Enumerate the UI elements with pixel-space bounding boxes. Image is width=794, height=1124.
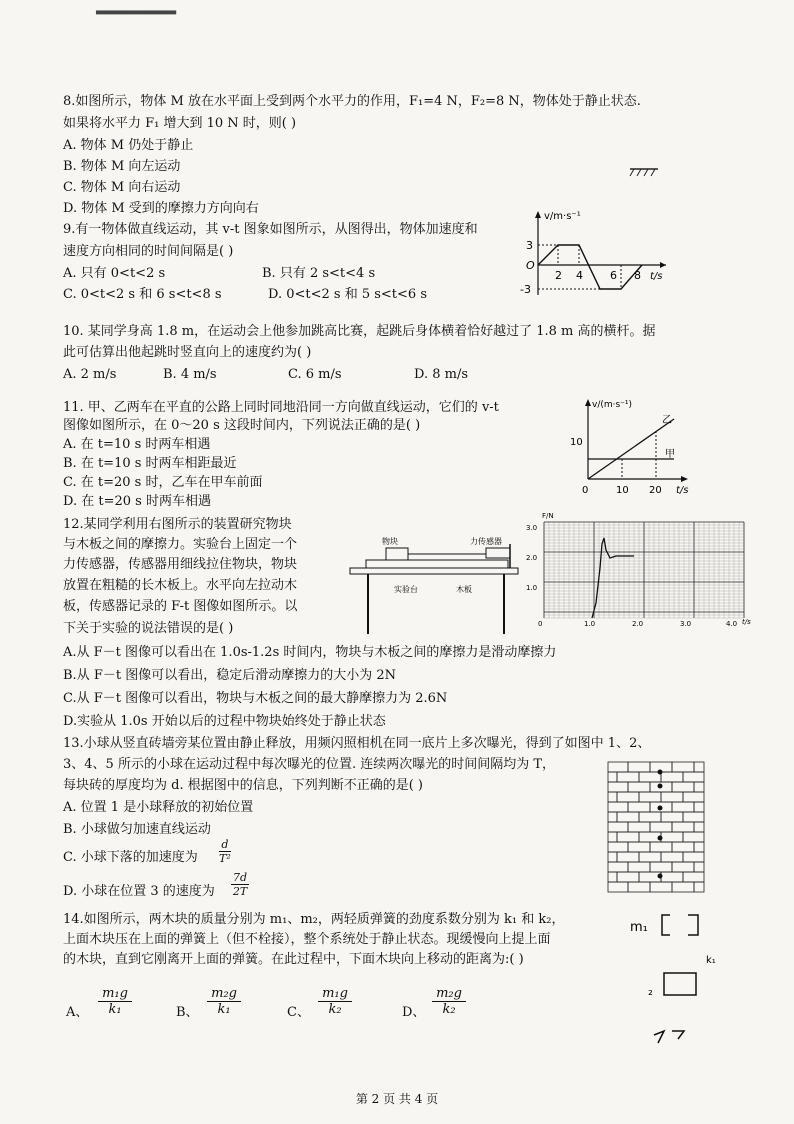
q13-ball-1	[658, 770, 663, 775]
q13-frac-d	[231, 871, 249, 898]
q13-stem-1: 13.小球从竖直砖墙旁某位置由静止释放，用频闪照相机在同一底片上多次曝光，得到了如图中 1、2、	[63, 736, 651, 751]
q14-option-c-frac	[318, 986, 352, 1017]
q10-option-b: B. 4 m/s	[163, 367, 217, 382]
q11-option-d: D. 在 t=20 s 时两车相遇	[63, 494, 211, 509]
q9-vt-line	[538, 245, 642, 289]
q12-label-sensor: 力传感器	[470, 537, 502, 546]
q10-option-a: A. 2 m/s	[63, 367, 117, 382]
q11-stem-1: 11. 甲、乙两车在平直的公路上同时同地沿同一方向做直线运动，它们的 v-t	[63, 400, 499, 415]
q11-x-tick-20: 20	[649, 485, 662, 496]
q13-ball-3	[658, 806, 663, 811]
q9-tick-8: 8	[634, 269, 641, 282]
q11-origin: 0	[582, 485, 589, 496]
q9-stem-2: 速度方向相同的时间间隔是( )	[63, 244, 234, 259]
q12-y-tick-3: 3.0	[526, 524, 538, 532]
q12-x-tick-3: 3.0	[680, 620, 692, 628]
q9-y-pos: 3	[526, 239, 533, 252]
q9-tick-6: 6	[610, 269, 617, 282]
q12-ft-graph	[524, 508, 756, 632]
q14-option-a-frac	[98, 986, 132, 1017]
q12-x-tick-1: 1.0	[584, 620, 596, 628]
q14-k1-label: k₁	[706, 955, 716, 966]
q11-option-c: C. 在 t=20 s 时，乙车在甲车前面	[63, 475, 263, 490]
q13-ball-5	[658, 874, 663, 879]
q14-option-b-den: k₁	[217, 1002, 231, 1017]
q14-option-b-num: m₂g	[207, 986, 241, 1002]
q13-stem-3: 每块砖的厚度均为 d. 根据图中的信息，下列判断不正确的是( )	[63, 778, 423, 793]
q12-option-d: D.实验从 1.0s 开始以后的过程中物块始终处于静止状态	[63, 714, 386, 729]
q12-label-board: 木板	[456, 585, 472, 594]
q13-frac-d-num: 7d	[233, 871, 248, 884]
q12-ylabel: F/N	[542, 512, 554, 520]
q13-frac-c	[219, 838, 231, 865]
q14-m2-label: ₂	[648, 984, 653, 998]
q9-ylabel: v/m·s⁻¹	[544, 211, 581, 222]
q12-y-tick-1: 1.0	[526, 584, 538, 592]
q9-option-c: C. 0<t<2 s 和 6 s<t<8 s	[63, 287, 222, 302]
q8-option-a: A. 物体 M 仍处于静止	[63, 138, 194, 153]
q11-ylabel: v/(m·s⁻¹)	[592, 400, 633, 410]
q8-option-b: B. 物体 M 向左运动	[63, 159, 181, 174]
q12-x-tick-2: 2.0	[632, 620, 644, 628]
q9-stem-1: 9.有一物体做直线运动，其 v-t 图象如图所示，从图得出，物体加速度和	[63, 222, 478, 237]
q12-y-tick-2: 2.0	[526, 554, 538, 562]
q9-origin: O	[526, 259, 535, 272]
q11-option-a: A. 在 t=10 s 时两车相遇	[63, 437, 211, 452]
q11-x-tick-10: 10	[616, 485, 629, 496]
q14-option-d-num: m₂g	[432, 986, 466, 1002]
q9-xlabel: t/s	[650, 271, 663, 282]
q12-option-b: B.从 F－t 图像可以看出，稳定后滑动摩擦力的大小为 2N	[63, 668, 396, 683]
q11-stem-2: 图像如图所示，在 0～20 s 这段时间内，下列说法正确的是( )	[63, 418, 421, 433]
q11-line-yi	[588, 419, 674, 479]
q13-frac-c-num: d	[219, 838, 231, 852]
q12-stem-3: 力传感器，传感器用细线拉住物块，物块	[63, 557, 298, 572]
q13-option-d: D. 小球在位置 3 的速度为	[63, 884, 215, 899]
q13-ball-4	[658, 836, 663, 841]
page-footer: 第 2 页 共 4 页	[355, 1092, 439, 1106]
q12-stem-2: 与木板之间的摩擦力。实验台上固定一个	[63, 537, 298, 552]
q12-xlabel: t/s	[742, 618, 751, 626]
q14-m2-block	[664, 973, 696, 995]
q14-option-d-den: k₂	[442, 1002, 456, 1017]
q12-option-c: C.从 F－t 图像可以看出，物块与木板之间的最大静摩擦力为 2.6N	[63, 691, 448, 706]
q14-m1-label: m₁	[630, 920, 648, 935]
q13-frac-c-den: T²	[219, 852, 231, 865]
q13-stem-2: 3、4、5 所示的小球在运动过程中每次曝光的位置. 连续两次曝光的时间间隔均为 T，	[63, 757, 556, 772]
q10-option-c: C. 6 m/s	[288, 367, 342, 382]
q11-y-tick: 10	[570, 437, 583, 448]
q12-sensor	[486, 548, 510, 558]
q12-label-table: 实验台	[394, 585, 418, 594]
q9-vt-graph	[518, 205, 678, 301]
q14-stem-2: 上面木块压在上面的弹簧上（但不栓接），整个系统处于静止状态。现缓慢向上提上面	[63, 932, 551, 947]
q12-block	[386, 548, 408, 560]
q9-option-b: B. 只有 2 s<t<4 s	[262, 266, 376, 281]
q12-stem-5: 板，传感器记录的 F-t 图像如图所示。以	[63, 599, 298, 614]
q9-tick-4: 4	[576, 269, 583, 282]
q8-stem-1: 8.如图所示，物体 M 放在水平面上受到两个水平力的作用，F₁=4 N，F₂=8 N，物体处于静止状态.	[63, 94, 641, 109]
q13-option-a: A. 位置 1 是小球释放的初始位置	[63, 800, 254, 815]
q14-option-a-den: k₁	[108, 1002, 122, 1017]
q12-stem-1: 12.某同学利用右图所示的装置研究物块	[63, 517, 292, 532]
q8-stem-2: 如果将水平力 F₁ 增大到 10 N 时，则( )	[63, 116, 297, 131]
q10-stem-1: 10. 某同学身高 1.8 m，在运动会上他参加跳高比赛，起跳后身体横着恰好越过了 1.8 m 高的横杆。据	[63, 324, 656, 339]
q12-apparatus	[346, 530, 524, 636]
q10-option-d: D. 8 m/s	[414, 367, 469, 382]
q9-option-d: D. 0<t<2 s 和 5 s<t<6 s	[268, 287, 428, 302]
q12-table-top	[350, 568, 518, 574]
q13-ball-2	[658, 784, 663, 789]
q11-option-b: B. 在 t=10 s 时两车相距最近	[63, 456, 237, 471]
q9-option-a: A. 只有 0<t<2 s	[63, 266, 166, 281]
q8-option-d: D. 物体 M 受到的摩擦力方向向右	[63, 201, 259, 216]
q13-option-c: C. 小球下落的加速度为	[63, 850, 198, 865]
q11-vt-graph	[566, 393, 696, 497]
q11-xlabel: t/s	[676, 485, 689, 496]
q9-y-neg: -3	[520, 283, 531, 296]
q14-option-a-label: A、	[66, 1005, 89, 1020]
q14-option-c-label: C、	[287, 1005, 310, 1020]
q14-option-d-frac	[432, 986, 466, 1017]
q11-label-jia: 甲	[665, 449, 675, 460]
q14-spring-figure	[628, 905, 724, 1055]
q11-label-yi: 乙	[662, 415, 672, 426]
q14-stem-1: 14.如图所示，两木块的质量分别为 m₁、m₂，两轻质弹簧的劲度系数分别为 k₁ 和 k₂，	[63, 912, 565, 927]
header-fragment: ▂▂▂▂▂▂▂▂	[96, 0, 176, 15]
q14-stem-3: 的木块，直到它刚离开上面的弹簧。在此过程中，下面木块向上移动的距离为:( )	[63, 952, 524, 967]
q12-stem-6: 下关于实验的说法错误的是( )	[63, 621, 234, 636]
q12-stem-4: 放置在粗糙的长木板上。水平向左拉动木	[63, 578, 298, 593]
q9-tick-2: 2	[555, 269, 562, 282]
q14-option-d-label: D、	[402, 1005, 426, 1020]
q14-option-b-label: B、	[176, 1005, 199, 1020]
q14-option-a-num: m₁g	[98, 986, 132, 1002]
q13-option-b: B. 小球做匀加速直线运动	[63, 822, 211, 837]
q10-stem-2: 此可估算出他起跳时竖直向上的速度约为( )	[63, 345, 312, 360]
q12-x-tick-0: 0	[538, 620, 543, 628]
q12-label-block: 物块	[382, 537, 398, 546]
q8-wall-hatch	[628, 166, 660, 178]
q14-option-b-frac	[207, 986, 241, 1017]
q14-option-c-den: k₂	[328, 1002, 342, 1017]
q8-option-c: C. 物体 M 向右运动	[63, 180, 181, 195]
q13-frac-d-den: 2T	[232, 885, 248, 898]
q12-option-a: A.从 F－t 图像可以看出在 1.0s-1.2s 时间内，物块与木板之间的摩擦力是滑动摩擦力	[63, 645, 557, 660]
q12-board	[366, 560, 508, 568]
q13-brick-wall	[606, 758, 708, 898]
q14-option-c-num: m₁g	[318, 986, 352, 1002]
q12-x-tick-4: 4.0	[726, 620, 738, 628]
